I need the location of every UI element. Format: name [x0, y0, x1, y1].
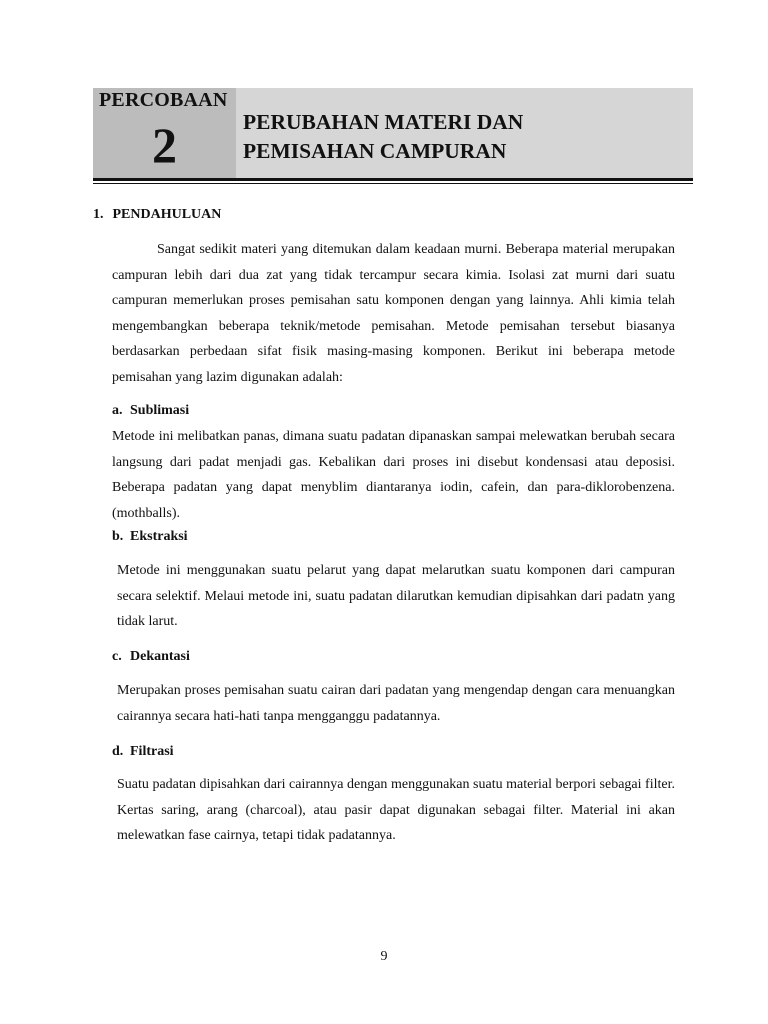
- method-heading-d: [112, 744, 174, 760]
- method-letter-a: a.: [112, 403, 123, 418]
- page-number: 9: [380, 949, 388, 964]
- section-number: 1.: [93, 207, 104, 222]
- method-letter-d: d.: [112, 744, 124, 759]
- chapter-title: [243, 108, 523, 166]
- section-heading: [93, 207, 221, 223]
- method-title-b: Ekstraksi: [130, 529, 188, 544]
- chapter-header: [93, 88, 693, 178]
- method-text-a: Metode ini melibatkan panas, dimana suatu padatan dipanaskan sampai melewatkan berubah secara langsung dari padat menjadi gas. Kebalikan dari proses ini disebut kondensasi atau deposisi. Beberapa padatan yang dapat menyblim diantaranya iodin, cafein, dan para-diklorobenzena.(mothballs).: [112, 429, 675, 521]
- intro-paragraph: Sangat sedikit materi yang ditemukan dalam keadaan murni. Beberapa material merupakan campuran lebih dari dua zat yang tidak tercampur secara kimia. Isolasi zat murni dari suatu campuran memerlukan proses pemisahan satu komponen dengan yang lainnya. Ahli kimia telah mengembangkan beberapa teknik/metode pemisahan. Metode pemisahan tersebut biasanya berdasarkan perbedaan sifat fisik masing-masing komponen. Berikut ini beberapa metode pemisahan yang lazim digunakan adalah:: [112, 242, 675, 385]
- section-title: PENDAHULUAN: [112, 207, 222, 222]
- method-heading-b: [112, 529, 188, 545]
- method-text-c: Merupakan proses pemisahan suatu cairan dari padatan yang mengendap dengan cara menuangkan cairannya secara hati-hati tanpa mengganggu padatannya.: [117, 683, 675, 724]
- method-letter-b: b.: [112, 529, 124, 544]
- method-letter-c: c.: [112, 649, 122, 664]
- chapter-title-box: [236, 88, 693, 178]
- header-rule-thick: [93, 178, 693, 181]
- method-text-b: Metode ini menggunakan suatu pelarut yang dapat melarutkan suatu komponen dari campuran secara selektif. Melaui metode ini, suatu padatan dilarutkan kemudian dipisahkan dari padatn yang tidak larut.: [117, 563, 675, 629]
- chapter-label: PERCOBAAN: [99, 89, 228, 111]
- method-text-d: Suatu padatan dipisahkan dari cairannya dengan menggunakan suatu material berpori sebagai filter. Kertas saring, arang (charcoal), atau pasir dapat digunakan sebagai filter. Material ini akan melewatkan fase cairnya, tetapi tidak padatannya.: [117, 777, 675, 843]
- method-title-a: Sublimasi: [130, 403, 190, 418]
- chapter-number: 2: [152, 117, 177, 173]
- method-heading-a: [112, 403, 189, 419]
- header-rule-thin: [93, 183, 693, 184]
- method-title-d: Filtrasi: [130, 744, 174, 759]
- chapter-title-line-2: PEMISAHAN CAMPURAN: [243, 139, 507, 163]
- chapter-number-box: [93, 88, 236, 178]
- method-title-c: Dekantasi: [130, 649, 190, 664]
- method-heading-c: [112, 649, 190, 665]
- chapter-title-line-1: PERUBAHAN MATERI DAN: [243, 110, 524, 134]
